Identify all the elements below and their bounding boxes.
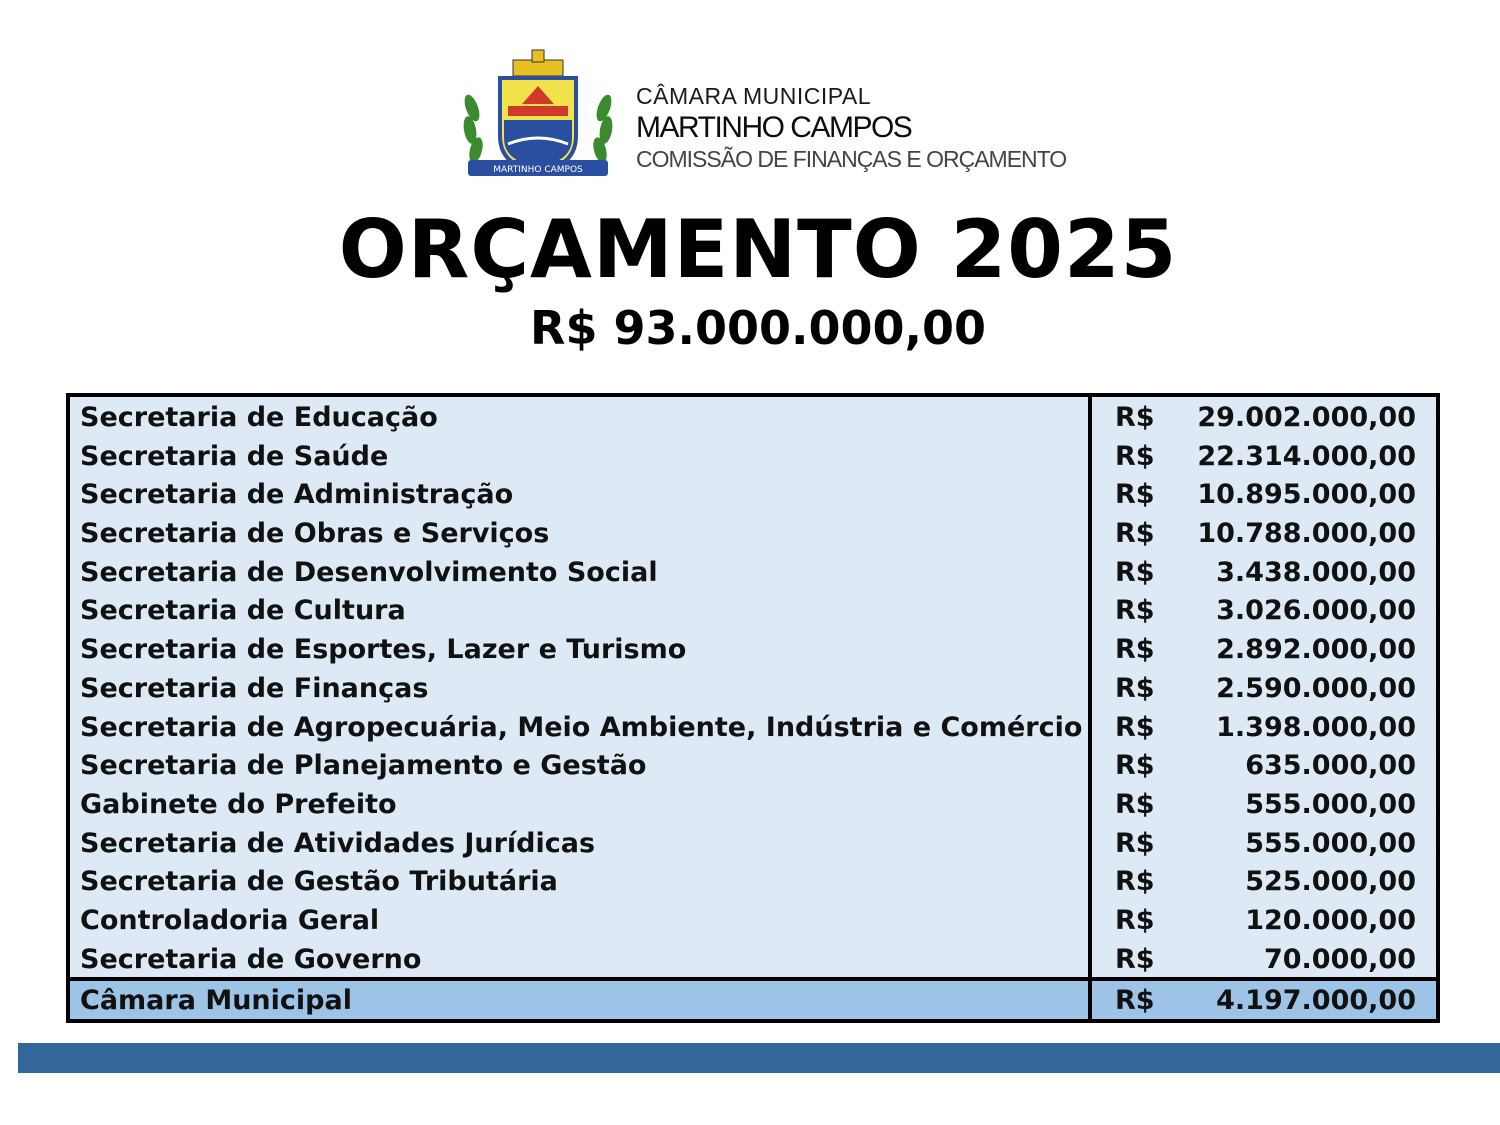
row-name: Secretaria de Esportes, Lazer e Turismo: [80, 634, 687, 666]
row-name: Controladoria Geral: [80, 904, 380, 936]
row-value: 10.788.000,00: [1197, 518, 1416, 550]
row-name: Secretaria de Governo: [80, 943, 422, 975]
row-currency: R$: [1115, 866, 1155, 898]
row-currency: R$: [1115, 943, 1155, 975]
row-value: 525.000,00: [1245, 866, 1416, 898]
table-row: [70, 513, 1436, 552]
budget-total: R$ 93.000.000,00: [530, 301, 986, 355]
row-value: 2.892.000,00: [1216, 634, 1416, 666]
row-currency: R$: [1115, 750, 1155, 782]
row-currency: R$: [1115, 595, 1155, 627]
column-divider: [1088, 397, 1092, 1019]
table-row: [70, 436, 1436, 475]
row-value: 3.438.000,00: [1216, 556, 1416, 588]
row-name: Secretaria de Desenvolvimento Social: [80, 556, 658, 588]
row-currency: R$: [1115, 904, 1155, 936]
row-value: 1.398.000,00: [1216, 711, 1416, 743]
table-row: [70, 552, 1436, 591]
table-row: [70, 668, 1436, 707]
table-row: [70, 397, 1436, 436]
row-value: 29.002.000,00: [1197, 402, 1416, 433]
row-name: Secretaria de Cultura: [80, 595, 406, 627]
row-name: Secretaria de Educação: [80, 402, 438, 433]
row-value: 635.000,00: [1245, 750, 1416, 782]
table-row: [70, 861, 1436, 900]
org-line-1: CÂMARA MUNICIPAL: [636, 83, 872, 109]
row-currency: R$: [1115, 556, 1155, 588]
row-currency: R$: [1115, 634, 1155, 666]
row-currency: R$: [1115, 711, 1155, 743]
table-row: [70, 939, 1436, 978]
crest-ribbon-text: MARTINHO CAMPOS: [493, 165, 583, 175]
row-name: Secretaria de Gestão Tributária: [80, 866, 558, 898]
municipal-crest-logo: [458, 48, 618, 180]
footer-bar: [18, 1043, 1500, 1073]
row-currency: R$: [1115, 518, 1155, 550]
org-line-2: MARTINHO CAMPOS: [636, 111, 912, 144]
row-name: Secretaria de Finanças: [80, 672, 429, 704]
row-name: Secretaria de Administração: [80, 479, 514, 511]
page-title: ORÇAMENTO 2025: [338, 203, 1178, 296]
row-name: Gabinete do Prefeito: [80, 788, 397, 820]
org-line-3: COMISSÃO DE FINANÇAS E ORÇAMENTO: [636, 146, 1067, 172]
row-name: Secretaria de Saúde: [80, 440, 389, 472]
row-value: 555.000,00: [1245, 788, 1416, 820]
row-value: 70.000,00: [1263, 943, 1416, 975]
row-name: Câmara Municipal: [80, 985, 352, 1016]
row-name: Secretaria de Atividades Jurídicas: [80, 827, 596, 859]
row-currency: R$: [1115, 985, 1155, 1016]
budget-rows: [70, 397, 1436, 977]
table-row: [70, 629, 1436, 668]
row-name: Secretaria de Obras e Serviços: [80, 518, 550, 550]
row-value: 120.000,00: [1245, 904, 1416, 936]
row-value: 555.000,00: [1245, 827, 1416, 859]
row-currency: R$: [1115, 440, 1155, 472]
table-row: [70, 900, 1436, 939]
table-row: [70, 474, 1436, 513]
row-currency: R$: [1115, 672, 1155, 704]
row-currency: R$: [1115, 479, 1155, 511]
row-currency: R$: [1115, 788, 1155, 820]
table-row: [70, 784, 1436, 823]
row-currency: R$: [1115, 402, 1155, 433]
row-value: 4.197.000,00: [1216, 985, 1416, 1016]
header: [458, 48, 1158, 183]
row-name: Secretaria de Planejamento e Gestão: [80, 750, 647, 782]
total-row: [70, 981, 1436, 1019]
total-separator: [70, 977, 1436, 981]
budget-table: [66, 393, 1440, 1023]
row-currency: R$: [1115, 827, 1155, 859]
row-value: 2.590.000,00: [1216, 672, 1416, 704]
table-row: [70, 745, 1436, 784]
table-row: [70, 590, 1436, 629]
row-value: 10.895.000,00: [1197, 479, 1416, 511]
table-row: [70, 823, 1436, 862]
organization-name: [636, 82, 1066, 172]
row-value: 22.314.000,00: [1197, 440, 1416, 472]
row-value: 3.026.000,00: [1216, 595, 1416, 627]
table-row: [70, 707, 1436, 746]
row-name: Secretaria de Agropecuária, Meio Ambiente, Indústria e Comércio: [80, 711, 1083, 743]
